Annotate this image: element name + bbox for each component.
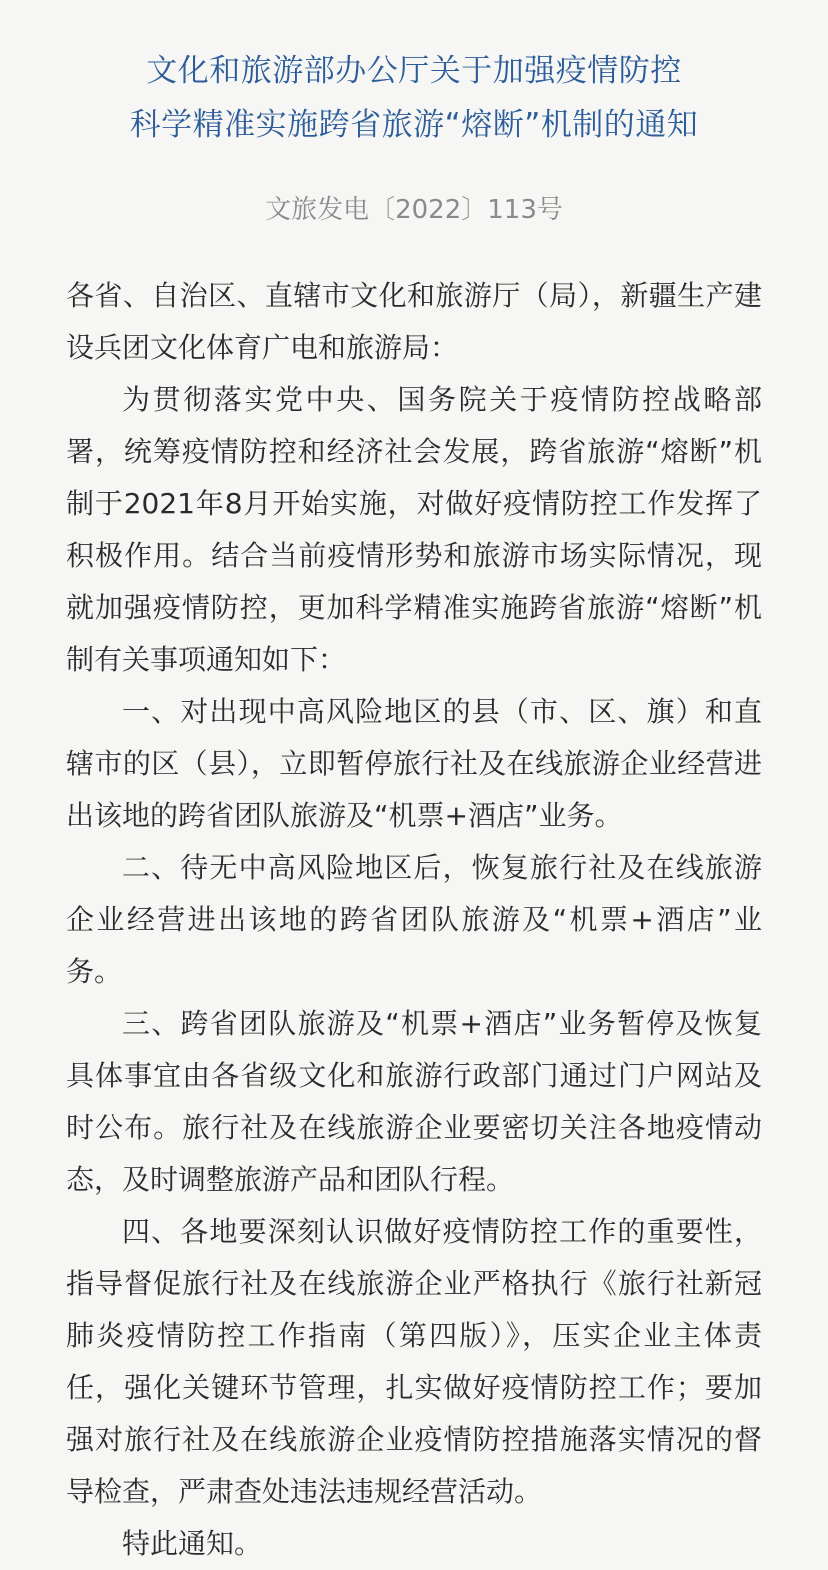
addressee: 各省、自治区、直辖市文化和旅游厅（局），新疆生产建设兵团文化体育广电和旅游局：: [66, 279, 762, 364]
paragraph-item-4: 四、各地要深刻认识做好疫情防控工作的重要性，指导督促旅行社及在线旅游企业严格执行《旅行社新冠肺炎疫情防控工作指南（第四版）》，压实企业主体责任，强化关键环节管理，扎实做好疫情防控工作；要加强对旅行社及在线旅游企业疫情防控措施落实情况的督导检查，严肃查处违法违规经营活动。: [66, 1215, 762, 1508]
paragraph-item-3: 三、跨省团队旅游及“机票+酒店”业务暂停及恢复具体事宜由各省级文化和旅游行政部门通过门户网站及时公布。旅行社及在线旅游企业要密切关注各地疫情动态，及时调整旅游产品和团队行程。: [66, 1007, 762, 1196]
paragraph-item-2: 二、待无中高风险地区后，恢复旅行社及在线旅游企业经营进出该地的跨省团队旅游及“机票+酒店”业务。: [66, 851, 762, 988]
document-number: 文旅发电〔2022〕113号: [265, 195, 563, 225]
document-title: [66, 44, 762, 152]
closing-line: 特此通知。: [122, 1527, 263, 1560]
title-line-1: 文化和旅游部办公厅关于加强疫情防控: [146, 53, 682, 89]
document-body: [66, 270, 762, 1570]
paragraph-item-1: 一、对出现中高风险地区的县（市、区、旗）和直辖市的区（县），立即暂停旅行社及在线旅游企业经营进出该地的跨省团队旅游及“机票+酒店”业务。: [66, 695, 762, 832]
paragraph-intro: 为贯彻落实党中央、国务院关于疫情防控战略部署，统筹疫情防控和经济社会发展，跨省旅游“熔断”机制于2021年8月开始实施，对做好疫情防控工作发挥了积极作用。结合当前疫情形势和旅游市场实际情况，现就加强疫情防控，更加科学精准实施跨省旅游“熔断”机制有关事项通知如下：: [66, 383, 762, 676]
title-line-2: 科学精准实施跨省旅游“熔断”机制的通知: [129, 107, 699, 143]
